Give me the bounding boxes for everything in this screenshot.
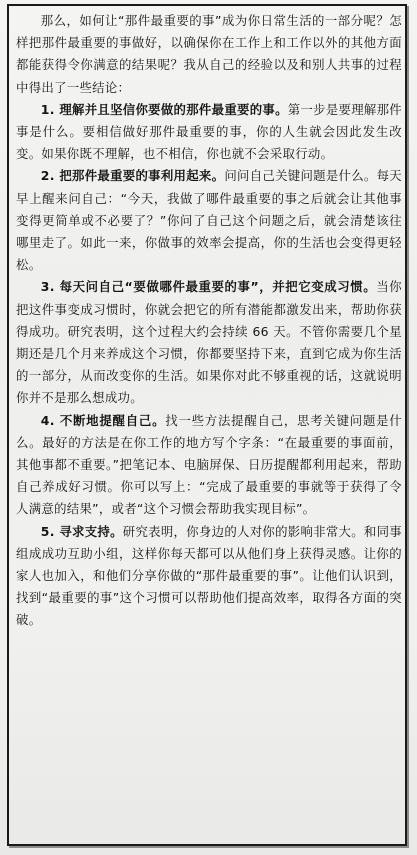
document-page	[16, 10, 402, 845]
point-4-paragraph	[16, 410, 402, 521]
point-5-heading: 5. 寻求支持。	[40, 523, 123, 539]
intro-paragraph	[16, 10, 402, 99]
point-3-body: 当你把这件事变成习惯时，你就会把它的所有潜能都激发出来，帮助你获得成功。研究表明，这个过程大约会持续 66 天。不管你需要几个星期还是几个月来养成这个习惯，你都要坚持下来，直到它成为你生活的一部分，从而改变你的生活。如果你对此不够重视的话，这就说明你并不是那么想成功。	[16, 279, 402, 406]
point-5-paragraph	[16, 521, 402, 632]
intro-text: 那么，如何让“那件最重要的事”成为你日常生活的一部分呢？怎样把那件最重要的事做好，以确保你在工作上和工作以外的其他方面都能获得令你满意的结果呢？我从自己的经验以及和别人共事的过程中得出了一些结论：	[16, 13, 402, 95]
point-1-body: 第一步是要理解那件事是什么。要相信做好那件最重要的事，你的人生就会因此发生改变。如果你既不理解，也不相信，你也就不会采取行动。	[16, 101, 402, 162]
point-4-heading: 4. 不断地提醒自己。	[40, 412, 166, 428]
point-4-body: 找一些方法提醒自己，思考关键问题是什么。最好的方法是在你工作的地方写个字条：“在最重要的事面前，其他事都不重要。”把笔记本、电脑屏保、日历提醒都利用起来，帮助自己养成好习惯。你可以写上：“完成了最重要的事就等于获得了令人满意的结果”，或者“这个习惯会帮助我实现目标”。	[16, 412, 402, 517]
point-1-paragraph	[16, 99, 402, 166]
point-2-paragraph	[16, 165, 402, 276]
point-3-paragraph	[16, 276, 402, 409]
point-1-heading: 1. 理解并且坚信你要做的那件最重要的事。	[40, 101, 288, 117]
point-2-body: 问问自己关键问题是什么。每天早上醒来问自己：“今天，我做了哪件最重要的事之后就会让其他事变得更简单或不必要了？”你问了自己这个问题之后，就会清楚该往哪里走了。如此一来，你做事的效率会提高，你的生活也会变得更轻松。	[16, 168, 402, 273]
point-5-body: 研究表明，你身边的人对你的影响非常大。和同事组成成功互助小组，这样你每天都可以从他们身上获得灵感。让你的家人也加入，和他们分享你做的“那件最重要的事”。让他们认识到，找到“最重要的事”这个习惯可以帮助他们提高效率，取得各方面的突破。	[16, 523, 402, 628]
point-2-heading: 2. 把那件最重要的事利用起来。	[40, 168, 225, 184]
point-3-heading: 3. 每天问自己“要做哪件最重要的事”，并把它变成习惯。	[40, 279, 377, 295]
